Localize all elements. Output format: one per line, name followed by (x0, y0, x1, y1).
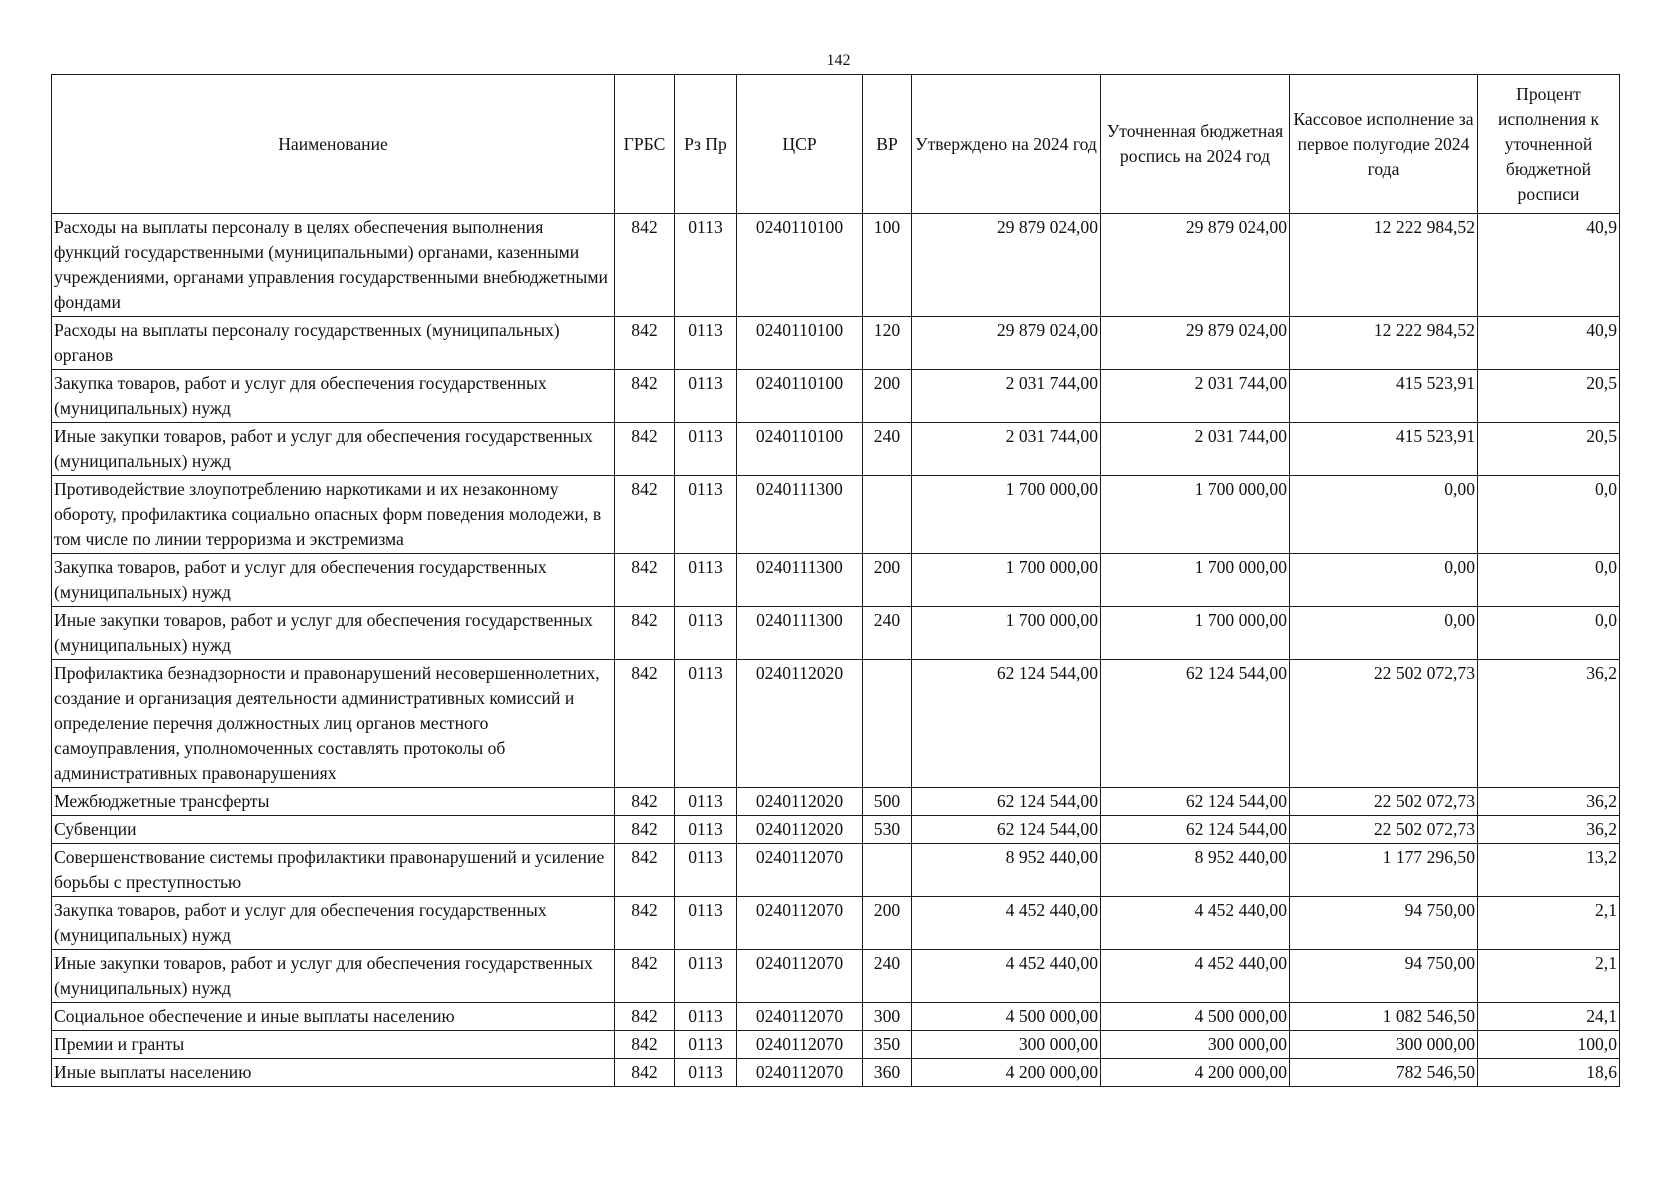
cell-rzpr: 0113 (675, 897, 737, 950)
cell-percent: 18,6 (1478, 1059, 1620, 1087)
cell-grbs: 842 (615, 950, 675, 1003)
cell-vr: 530 (863, 816, 912, 844)
cell-csr: 0240111300 (737, 476, 863, 554)
cell-grbs: 842 (615, 476, 675, 554)
table-row (52, 317, 1620, 370)
cell-name: Профилактика безнадзорности и правонарушений несовершеннолетних, создание и организация деятельности административных комиссий и определение перечня должностных лиц органов местного самоуправления, уполномоченных составлять протоколы об административных правонарушениях (52, 660, 615, 788)
cell-refined: 62 124 544,00 (1101, 816, 1290, 844)
cell-csr: 0240112020 (737, 660, 863, 788)
cell-vr (863, 476, 912, 554)
cell-grbs: 842 (615, 214, 675, 317)
cell-percent: 24,1 (1478, 1003, 1620, 1031)
cell-grbs: 842 (615, 844, 675, 897)
cell-cash: 415 523,91 (1290, 370, 1478, 423)
table-row (52, 476, 1620, 554)
cell-grbs: 842 (615, 554, 675, 607)
header-csr: ЦСР (737, 75, 863, 214)
cell-refined: 1 700 000,00 (1101, 607, 1290, 660)
cell-vr: 350 (863, 1031, 912, 1059)
cell-name: Расходы на выплаты персоналу государственных (муниципальных) органов (52, 317, 615, 370)
cell-grbs: 842 (615, 660, 675, 788)
cell-vr: 200 (863, 370, 912, 423)
cell-approved: 8 952 440,00 (912, 844, 1101, 897)
cell-grbs: 842 (615, 423, 675, 476)
cell-grbs: 842 (615, 1059, 675, 1087)
cell-rzpr: 0113 (675, 1059, 737, 1087)
cell-cash: 300 000,00 (1290, 1031, 1478, 1059)
cell-name: Иные закупки товаров, работ и услуг для обеспечения государственных (муниципальных) нужд (52, 423, 615, 476)
cell-csr: 0240112020 (737, 816, 863, 844)
cell-cash: 94 750,00 (1290, 950, 1478, 1003)
cell-grbs: 842 (615, 1003, 675, 1031)
cell-rzpr: 0113 (675, 554, 737, 607)
header-vr: ВР (863, 75, 912, 214)
cell-approved: 300 000,00 (912, 1031, 1101, 1059)
cell-approved: 4 452 440,00 (912, 950, 1101, 1003)
header-name: Наименование (52, 75, 615, 214)
cell-approved: 1 700 000,00 (912, 607, 1101, 660)
cell-cash: 0,00 (1290, 607, 1478, 660)
cell-approved: 4 500 000,00 (912, 1003, 1101, 1031)
cell-refined: 4 452 440,00 (1101, 897, 1290, 950)
cell-approved: 62 124 544,00 (912, 660, 1101, 788)
cell-approved: 29 879 024,00 (912, 214, 1101, 317)
cell-refined: 1 700 000,00 (1101, 554, 1290, 607)
cell-refined: 2 031 744,00 (1101, 370, 1290, 423)
cell-rzpr: 0113 (675, 423, 737, 476)
cell-cash: 22 502 072,73 (1290, 816, 1478, 844)
cell-cash: 0,00 (1290, 476, 1478, 554)
cell-cash: 12 222 984,52 (1290, 317, 1478, 370)
cell-name: Социальное обеспечение и иные выплаты населению (52, 1003, 615, 1031)
cell-grbs: 842 (615, 788, 675, 816)
table-row (52, 1003, 1620, 1031)
cell-name: Иные закупки товаров, работ и услуг для обеспечения государственных (муниципальных) нужд (52, 607, 615, 660)
cell-cash: 1 177 296,50 (1290, 844, 1478, 897)
cell-cash: 12 222 984,52 (1290, 214, 1478, 317)
cell-name: Закупка товаров, работ и услуг для обеспечения государственных (муниципальных) нужд (52, 897, 615, 950)
cell-refined: 29 879 024,00 (1101, 214, 1290, 317)
table-row (52, 660, 1620, 788)
cell-percent: 40,9 (1478, 317, 1620, 370)
cell-percent: 0,0 (1478, 554, 1620, 607)
header-percent: Процент исполнения к уточненной бюджетной росписи (1478, 75, 1620, 214)
cell-percent: 13,2 (1478, 844, 1620, 897)
cell-csr: 0240112070 (737, 844, 863, 897)
cell-csr: 0240112020 (737, 788, 863, 816)
table-row (52, 950, 1620, 1003)
cell-approved: 2 031 744,00 (912, 370, 1101, 423)
cell-rzpr: 0113 (675, 1031, 737, 1059)
cell-rzpr: 0113 (675, 844, 737, 897)
cell-refined: 62 124 544,00 (1101, 660, 1290, 788)
cell-percent: 20,5 (1478, 370, 1620, 423)
table-row (52, 1059, 1620, 1087)
cell-name: Иные выплаты населению (52, 1059, 615, 1087)
cell-percent: 0,0 (1478, 476, 1620, 554)
table-row (52, 423, 1620, 476)
cell-cash: 415 523,91 (1290, 423, 1478, 476)
cell-approved: 4 200 000,00 (912, 1059, 1101, 1087)
cell-rzpr: 0113 (675, 370, 737, 423)
cell-rzpr: 0113 (675, 476, 737, 554)
table-header-row (52, 75, 1620, 214)
cell-approved: 2 031 744,00 (912, 423, 1101, 476)
cell-vr: 240 (863, 423, 912, 476)
cell-vr: 120 (863, 317, 912, 370)
cell-rzpr: 0113 (675, 317, 737, 370)
header-refined: Уточненная бюджетная роспись на 2024 год (1101, 75, 1290, 214)
cell-name: Субвенции (52, 816, 615, 844)
cell-refined: 4 452 440,00 (1101, 950, 1290, 1003)
cell-cash: 22 502 072,73 (1290, 660, 1478, 788)
cell-grbs: 842 (615, 897, 675, 950)
table-row (52, 816, 1620, 844)
cell-rzpr: 0113 (675, 950, 737, 1003)
cell-approved: 29 879 024,00 (912, 317, 1101, 370)
cell-vr: 100 (863, 214, 912, 317)
cell-vr (863, 844, 912, 897)
cell-percent: 20,5 (1478, 423, 1620, 476)
cell-percent: 36,2 (1478, 660, 1620, 788)
cell-refined: 4 500 000,00 (1101, 1003, 1290, 1031)
cell-rzpr: 0113 (675, 816, 737, 844)
cell-grbs: 842 (615, 607, 675, 660)
cell-rzpr: 0113 (675, 660, 737, 788)
cell-approved: 62 124 544,00 (912, 816, 1101, 844)
cell-refined: 1 700 000,00 (1101, 476, 1290, 554)
cell-csr: 0240110100 (737, 214, 863, 317)
cell-csr: 0240112070 (737, 1059, 863, 1087)
cell-vr: 300 (863, 1003, 912, 1031)
cell-rzpr: 0113 (675, 1003, 737, 1031)
cell-cash: 94 750,00 (1290, 897, 1478, 950)
cell-vr: 360 (863, 1059, 912, 1087)
cell-vr (863, 660, 912, 788)
cell-percent: 36,2 (1478, 816, 1620, 844)
table-row (52, 607, 1620, 660)
cell-csr: 0240110100 (737, 423, 863, 476)
cell-approved: 1 700 000,00 (912, 476, 1101, 554)
table-row (52, 788, 1620, 816)
cell-vr: 200 (863, 554, 912, 607)
cell-csr: 0240112070 (737, 1003, 863, 1031)
page-number: 142 (826, 52, 851, 69)
table-row (52, 214, 1620, 317)
cell-cash: 782 546,50 (1290, 1059, 1478, 1087)
cell-name: Премии и гранты (52, 1031, 615, 1059)
table-row (52, 844, 1620, 897)
cell-refined: 8 952 440,00 (1101, 844, 1290, 897)
table-row (52, 897, 1620, 950)
cell-csr: 0240112070 (737, 1031, 863, 1059)
header-approved: Утверждено на 2024 год (912, 75, 1101, 214)
cell-cash: 0,00 (1290, 554, 1478, 607)
cell-name: Расходы на выплаты персоналу в целях обеспечения выполнения функций государственными (муниципальными) органами, казенными учреждениями, органами управления государственными внебюджетными фондами (52, 214, 615, 317)
cell-refined: 29 879 024,00 (1101, 317, 1290, 370)
header-grbs: ГРБС (615, 75, 675, 214)
cell-percent: 40,9 (1478, 214, 1620, 317)
cell-cash: 1 082 546,50 (1290, 1003, 1478, 1031)
cell-refined: 2 031 744,00 (1101, 423, 1290, 476)
cell-rzpr: 0113 (675, 214, 737, 317)
cell-grbs: 842 (615, 370, 675, 423)
cell-vr: 240 (863, 950, 912, 1003)
table-row (52, 1031, 1620, 1059)
cell-vr: 200 (863, 897, 912, 950)
cell-name: Иные закупки товаров, работ и услуг для обеспечения государственных (муниципальных) нужд (52, 950, 615, 1003)
header-rzpr: Рз Пр (675, 75, 737, 214)
cell-csr: 0240112070 (737, 897, 863, 950)
cell-cash: 22 502 072,73 (1290, 788, 1478, 816)
cell-grbs: 842 (615, 816, 675, 844)
cell-refined: 62 124 544,00 (1101, 788, 1290, 816)
cell-rzpr: 0113 (675, 607, 737, 660)
cell-name: Совершенствование системы профилактики правонарушений и усиление борьбы с преступностью (52, 844, 615, 897)
cell-rzpr: 0113 (675, 788, 737, 816)
cell-name: Противодействие злоупотреблению наркотиками и их незаконному обороту, профилактика социально опасных форм поведения молодежи, в том числе по линии терроризма и экстремизма (52, 476, 615, 554)
cell-refined: 4 200 000,00 (1101, 1059, 1290, 1087)
cell-csr: 0240112070 (737, 950, 863, 1003)
cell-name: Межбюджетные трансферты (52, 788, 615, 816)
cell-csr: 0240111300 (737, 554, 863, 607)
cell-csr: 0240110100 (737, 317, 863, 370)
cell-approved: 1 700 000,00 (912, 554, 1101, 607)
budget-execution-table (51, 74, 1620, 1087)
table-body (52, 214, 1620, 1087)
table-row (52, 554, 1620, 607)
cell-vr: 240 (863, 607, 912, 660)
cell-grbs: 842 (615, 317, 675, 370)
cell-vr: 500 (863, 788, 912, 816)
cell-percent: 100,0 (1478, 1031, 1620, 1059)
header-cash: Кассовое исполнение за первое полугодие 2024 года (1290, 75, 1478, 214)
cell-percent: 0,0 (1478, 607, 1620, 660)
cell-name: Закупка товаров, работ и услуг для обеспечения государственных (муниципальных) нужд (52, 370, 615, 423)
cell-csr: 0240111300 (737, 607, 863, 660)
cell-percent: 2,1 (1478, 897, 1620, 950)
cell-name: Закупка товаров, работ и услуг для обеспечения государственных (муниципальных) нужд (52, 554, 615, 607)
cell-percent: 2,1 (1478, 950, 1620, 1003)
cell-percent: 36,2 (1478, 788, 1620, 816)
cell-csr: 0240110100 (737, 370, 863, 423)
cell-refined: 300 000,00 (1101, 1031, 1290, 1059)
cell-approved: 4 452 440,00 (912, 897, 1101, 950)
cell-approved: 62 124 544,00 (912, 788, 1101, 816)
table-row (52, 370, 1620, 423)
cell-grbs: 842 (615, 1031, 675, 1059)
